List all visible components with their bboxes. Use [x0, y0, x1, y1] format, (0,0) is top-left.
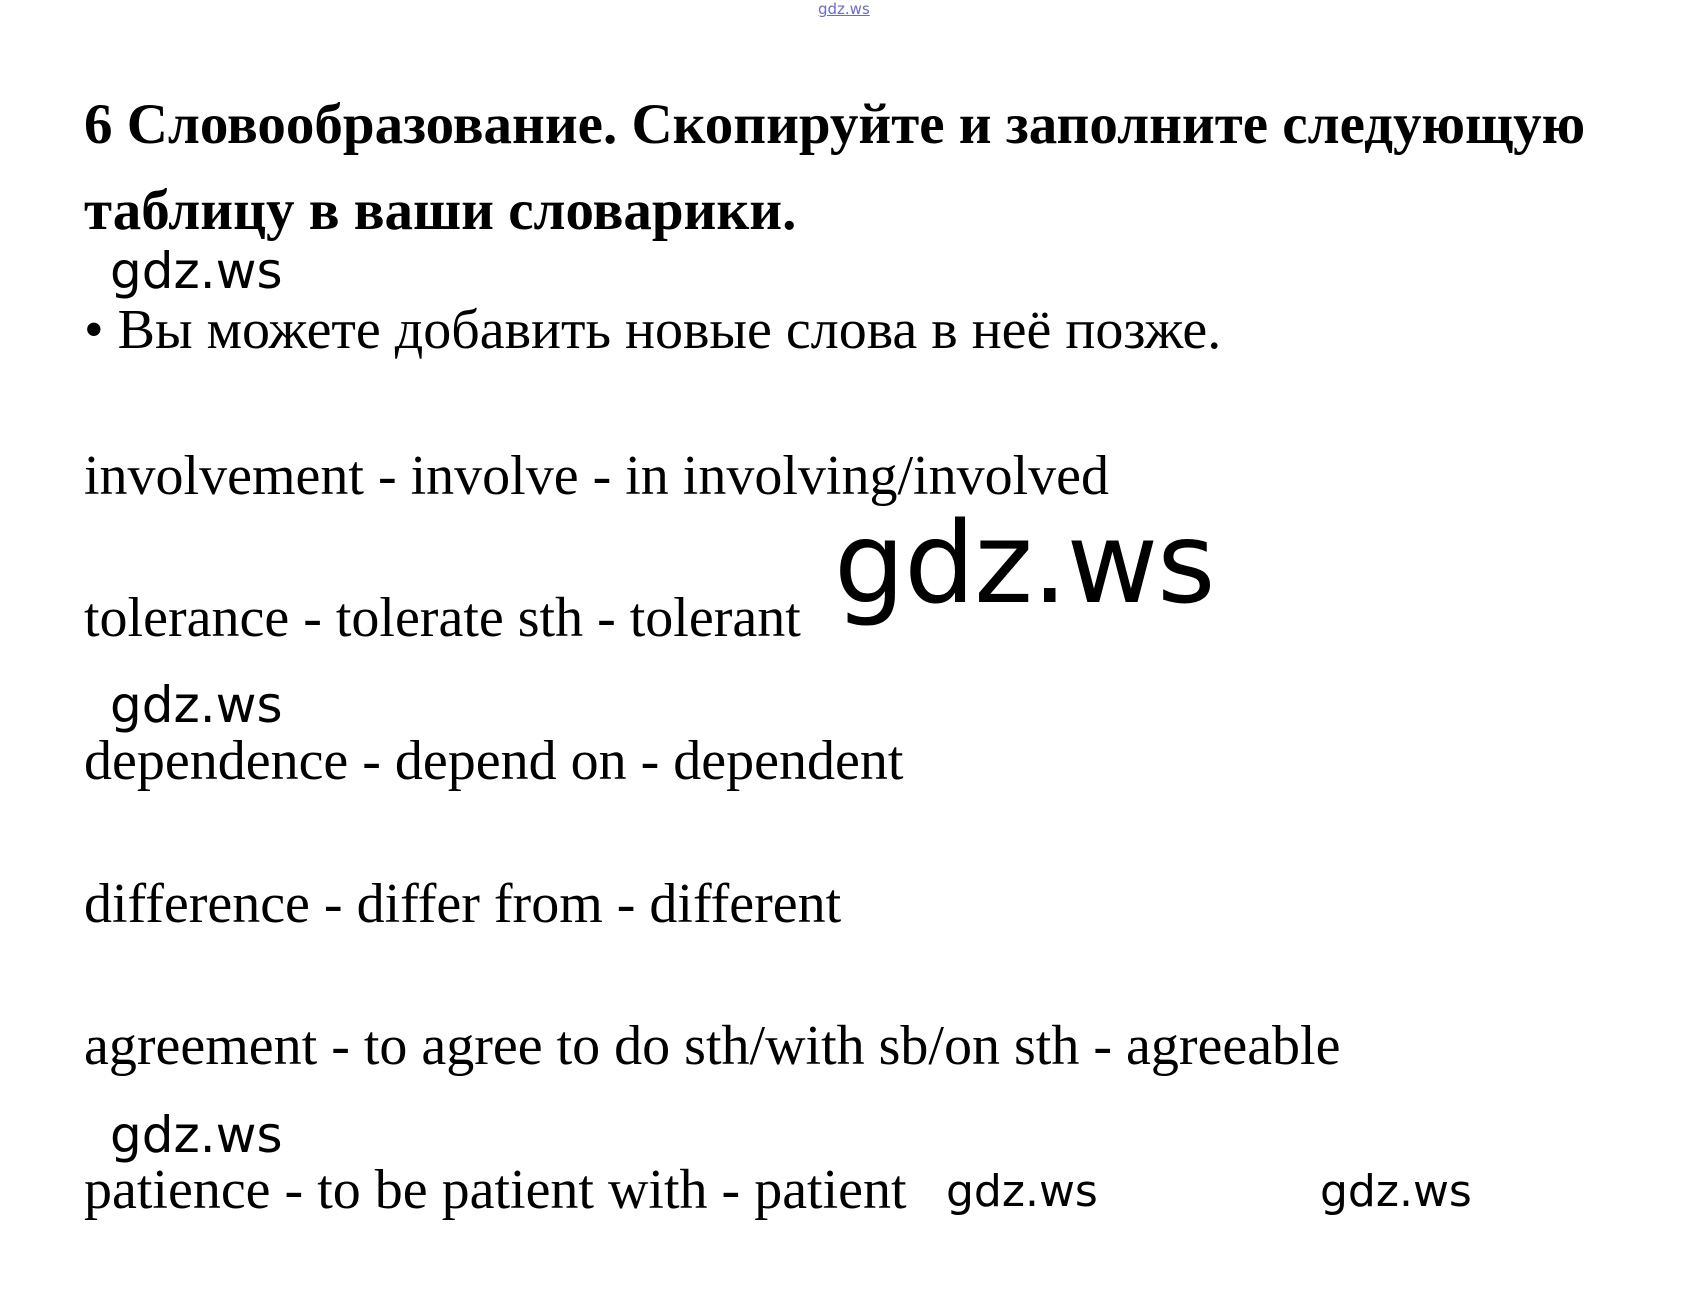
watermark-1: gdz.ws — [110, 242, 283, 300]
word-line-dependence: dependence - depend on - dependent — [84, 730, 904, 792]
word-line-tolerance: tolerance - tolerate sth - tolerant — [84, 587, 801, 649]
watermark-inline-1: gdz.ws — [946, 1166, 1098, 1217]
word-line-involvement: involvement - involve - in involving/involved — [84, 445, 1109, 507]
watermark-2: gdz.ws — [110, 676, 283, 734]
watermark-top[interactable]: gdz.ws — [818, 0, 870, 18]
watermark-large: gdz.ws — [834, 499, 1215, 629]
watermark-inline-2: gdz.ws — [1320, 1166, 1472, 1217]
exercise-title: 6 Словообразование. Скопируйте и заполните следующую таблицу в ваши словарики. — [84, 93, 1586, 242]
word-line-agreement: agreement - to agree to do sth/with sb/on sth - agreeable — [84, 1015, 1341, 1077]
word-line-patience: patience - to be patient with - patient — [84, 1159, 907, 1221]
word-line-difference: difference - differ from - different — [84, 873, 842, 935]
bullet-note: • Вы можете добавить новые слова в неё позже. — [84, 299, 1222, 361]
watermark-3: gdz.ws — [110, 1106, 283, 1164]
